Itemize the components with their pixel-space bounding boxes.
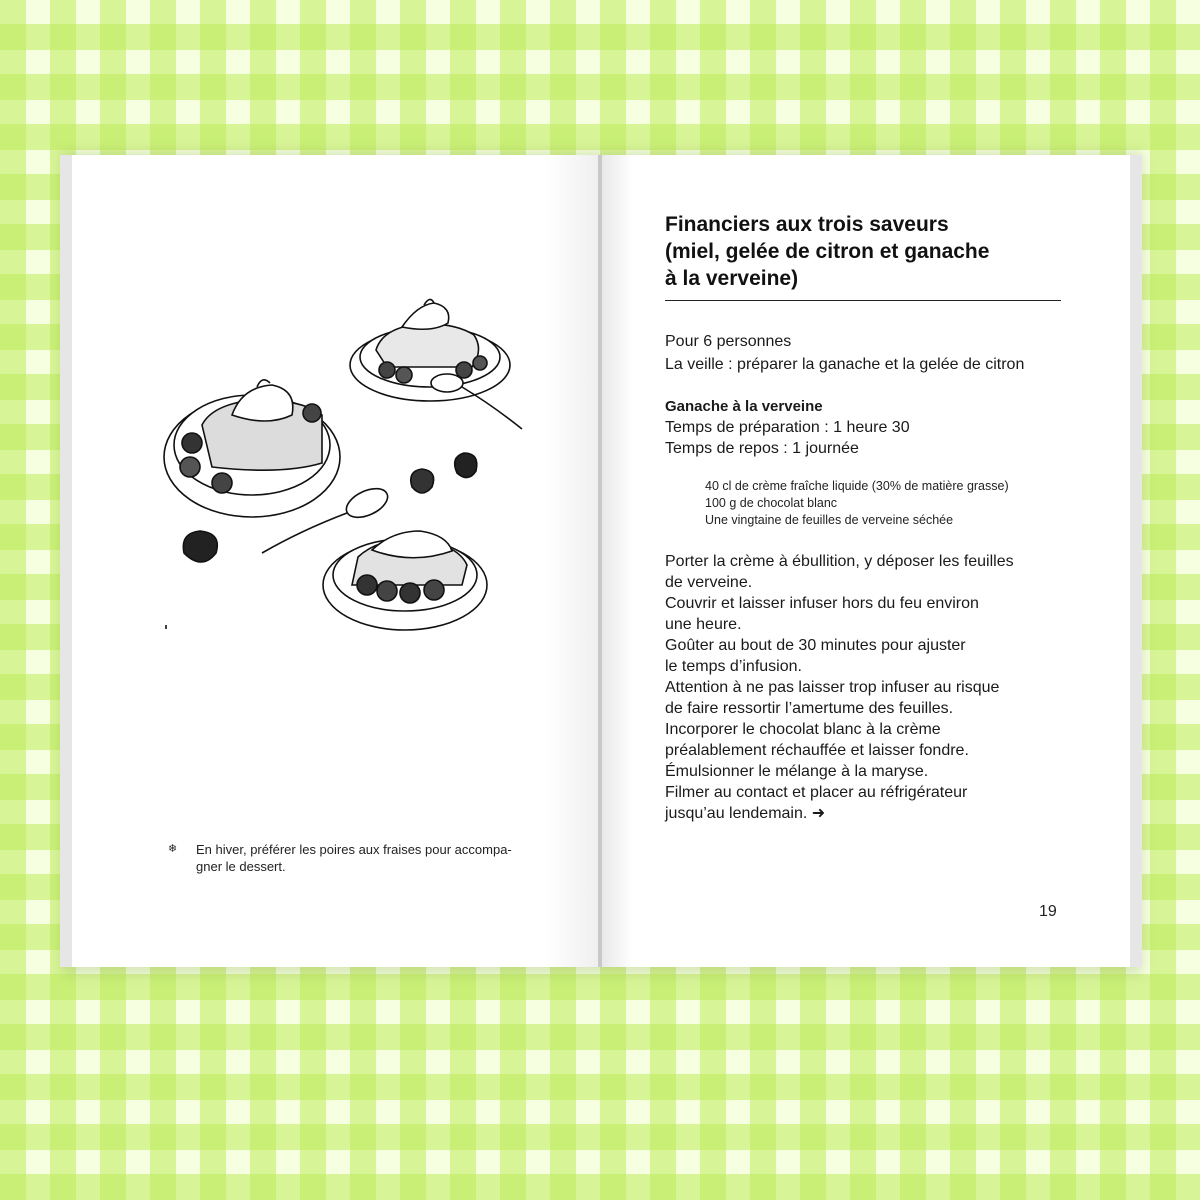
step-line: de verveine.	[665, 574, 753, 591]
step-line: Couvrir et laisser infuser hors du feu environ	[665, 595, 979, 612]
step-line: préalablement réchauffée et laisser fondre.	[665, 742, 969, 759]
servings: Pour 6 personnes	[665, 333, 792, 350]
ingredient-item: 40 cl de crème fraîche liquide (30% de matière grasse)	[705, 479, 1009, 493]
ingredient-item: Une vingtaine de feuilles de verveine séchée	[705, 513, 954, 527]
recipe-title-line: à la verveine)	[665, 267, 799, 290]
footnote-line: gner le dessert.	[196, 859, 286, 874]
left-page	[60, 155, 610, 967]
step-line: Incorporer le chocolat blanc à la crème	[665, 721, 941, 738]
recipe-title	[665, 211, 1065, 292]
eve-note: La veille : préparer la ganache et la gelée de citron	[665, 356, 1025, 373]
recipe-title-line: (miel, gelée de citron et ganache	[665, 240, 990, 263]
step-line: le temps d’infusion.	[665, 658, 802, 675]
ingredient-item: 100 g de chocolat blanc	[705, 496, 838, 510]
prep-time: Temps de préparation : 1 heure 30	[665, 419, 910, 436]
step-line: une heure.	[665, 616, 742, 633]
recipe-title-line: Financiers aux trois saveurs	[665, 213, 949, 236]
footnote-text	[196, 841, 546, 875]
title-divider	[665, 300, 1061, 301]
financiers-illustration	[162, 295, 532, 635]
right-page	[602, 155, 1142, 967]
footnote-line: En hiver, préférer les poires aux fraises pour accompa-	[196, 842, 512, 857]
step-line: Porter la crème à ébullition, y déposer les feuilles	[665, 553, 1014, 570]
open-book	[60, 155, 1142, 967]
step-line: jusqu’au lendemain. ➜	[665, 805, 826, 822]
step-line: Attention à ne pas laisser trop infuser au risque	[665, 679, 1000, 696]
page-number: 19	[1039, 903, 1057, 920]
step-line: Goûter au bout de 30 minutes pour ajuster	[665, 637, 966, 654]
step-line: Filmer au contact et placer au réfrigérateur	[665, 784, 968, 801]
snowflake-icon: ❄	[168, 843, 178, 855]
rest-time: Temps de repos : 1 journée	[665, 440, 859, 457]
step-line: Émulsionner le mélange à la maryse.	[665, 763, 929, 780]
step-line: de faire ressortir l’amertume des feuilles.	[665, 700, 954, 717]
section-title: Ganache à la verveine	[665, 398, 823, 415]
